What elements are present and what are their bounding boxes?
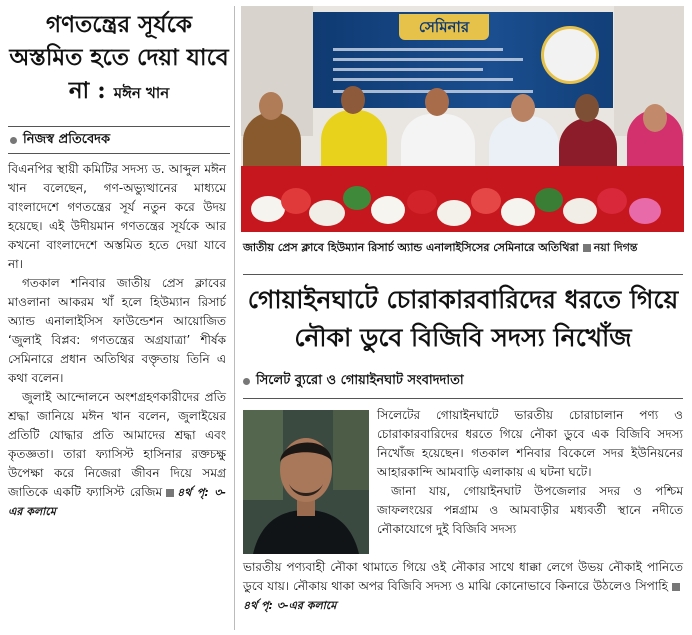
right-paragraph	[243, 558, 683, 615]
flower-arrangement	[251, 182, 671, 230]
right-paragraph: জানা যায়, গোয়াইনঘাট উপজেলার সদর ও পশ্চিম জাফলংয়ের পন্নগ্রাম ও আমবাড়ীর মধ্যবর্তী স্থানে নদীতে নৌকাযোগে দুই বিজিবি সদস্য	[377, 484, 683, 536]
flower-icon	[563, 198, 597, 224]
flower-icon	[501, 198, 535, 226]
banner-text-line	[333, 48, 503, 51]
person-guest	[489, 116, 559, 172]
person-guest	[321, 110, 387, 172]
left-reporter	[10, 131, 230, 149]
right-article-body	[377, 406, 683, 539]
flower-icon	[437, 200, 471, 226]
person-head	[425, 88, 449, 116]
jump-marker-icon	[672, 583, 680, 591]
left-paragraph: বিএনপির স্থায়ী কমিটির সদস্য ড. আব্দুল মঈন খান বলেছেন, গণ-অভ্যুত্থানের মাধ্যমে বাংলাদেশে গণতন্ত্রের সূর্য নতুন করে উদয় হয়েছে। এই উদীয়মান গণতন্ত্রের সূর্যকে আর কখনো বাংলাদেশে অস্তমিত হতে দেয়া যাবে না।	[8, 162, 226, 271]
banner-title: সেমিনার	[399, 14, 489, 40]
left-headline-text: গণতন্ত্রের সূর্যকে অস্তমিত হতে দেয়া যাবে না :	[9, 11, 229, 104]
right-paragraph-text: ভারতীয় পণ্যবাহী নৌকা থামাতে গিয়ে ওই নৌকার সাথে ধাক্কা লেগে উভয় নৌকাই পানিতে ডুবে যায়। নৌকায় থাকা অপর বিজিবি সদস্য ও মাঝি কোনোভাবে কিনারে উঠলেও সিপাহি	[243, 560, 683, 593]
right-jump-reference: ৪র্থ পৃ: ৩-এর কলামে	[243, 599, 337, 612]
left-article-body	[8, 160, 226, 521]
flower-icon	[629, 198, 661, 224]
left-paragraph: গতকাল শনিবার জাতীয় প্রেস ক্লাবের মাওলানা আকরম খাঁ হলে হিউম্যান রিসার্চ অ্যান্ড এনালাইসিস ফাউন্ডেশন আয়োজিত ‘জুলাই বিপ্লব: গণতন্ত্রের অগ্রযাত্রা’ শীর্ষক সেমিনারে প্রধান অতিথির বক্তৃতায় তিনি এ কথা বলেন।	[8, 276, 226, 385]
right-article-continued	[243, 558, 683, 615]
jump-marker-icon	[166, 489, 174, 497]
flower-icon	[535, 188, 563, 212]
photo-caption	[243, 240, 683, 256]
flower-icon	[407, 190, 437, 214]
person-head	[643, 104, 667, 132]
left-headline	[8, 8, 230, 110]
seminar-photo	[241, 6, 684, 232]
flower-icon	[281, 188, 311, 214]
left-headline-byname: মঈন খান	[113, 84, 170, 102]
right-headline: গোয়াইনঘাটে চোরাকারবারিদের ধরতে গিয়ে নৌকা ডুবে বিজিবি সদস্য নিখোঁজ	[247, 285, 679, 352]
person-head	[341, 86, 365, 114]
left-rule	[8, 153, 230, 154]
right-rule	[243, 398, 683, 399]
right-paragraph: সিলেটের গোয়াইনঘাটে ভারতীয় চোরাচালান পণ্য ও চোরাকারবারিদের ধরতে গিয়ে নৌকা ডুবে এক বিজিবি সদস্য নিখোঁজ হয়েছেন। গতকাল শনিবার বিকেলে সদর ইউনিয়নের আহারকান্দি আমবাড়ি এলাকায় এ ঘটনা ঘটে।	[377, 408, 683, 479]
left-jump-reference: ৪র্থ পৃ: ৩-এর কলামে	[8, 486, 227, 518]
photo-caption-text: জাতীয় প্রেস ক্লাবে হিউম্যান রিসার্চ অ্যান্ড এনালাইসিসের সেমিনারে অতিথিরা	[243, 241, 579, 254]
column-divider	[234, 6, 235, 630]
banner-text-line	[333, 68, 483, 71]
left-paragraph	[8, 388, 226, 521]
person-guest	[243, 112, 301, 172]
credit-marker-icon	[583, 244, 591, 252]
portrait-photo	[243, 410, 369, 554]
right-reporter	[243, 372, 683, 390]
person-head	[259, 92, 283, 120]
flower-icon	[471, 188, 501, 214]
person-head	[575, 94, 599, 122]
banner-text-line	[333, 58, 523, 61]
left-top-rule	[8, 126, 230, 127]
flower-icon	[343, 186, 371, 210]
bullet-icon	[243, 378, 250, 385]
banner-text-line	[333, 78, 513, 81]
flower-icon	[251, 196, 285, 222]
photo-credit: নয়া দিগন্ত	[593, 241, 638, 254]
portrait-icon	[243, 410, 369, 554]
flower-icon	[309, 200, 345, 226]
flower-icon	[371, 196, 405, 224]
right-reporter-name: সিলেট ব্যুরো ও গোয়াইনঘাট সংবাদদাতা	[256, 373, 464, 388]
right-top-rule	[243, 274, 683, 275]
person-head	[511, 94, 535, 122]
left-reporter-name: নিজস্ব প্রতিবেদক	[23, 132, 111, 147]
flower-icon	[597, 188, 627, 214]
person-guest	[401, 114, 475, 174]
banner-emblem-icon	[541, 26, 599, 84]
left-paragraph-text: জুলাই আন্দোলনে অংশগ্রহণকারীদের প্রতি শ্রদ্ধা জানিয়ে মঈন খান বলেন, জুলাইয়ের প্রতিটি যোদ্ধার প্রতি আমাদের শ্রদ্ধা এবং কৃতজ্ঞতা। তারা ফ্যাসিস্ট হাসিনার রক্তচক্ষু উপেক্ষা করে নিজেরা জীবন দিয়ে সমগ্র জাতিকে একটি ফ্যাসিস্ট রেজিম	[8, 390, 226, 499]
person-guest	[559, 118, 617, 172]
bullet-icon	[10, 137, 17, 144]
